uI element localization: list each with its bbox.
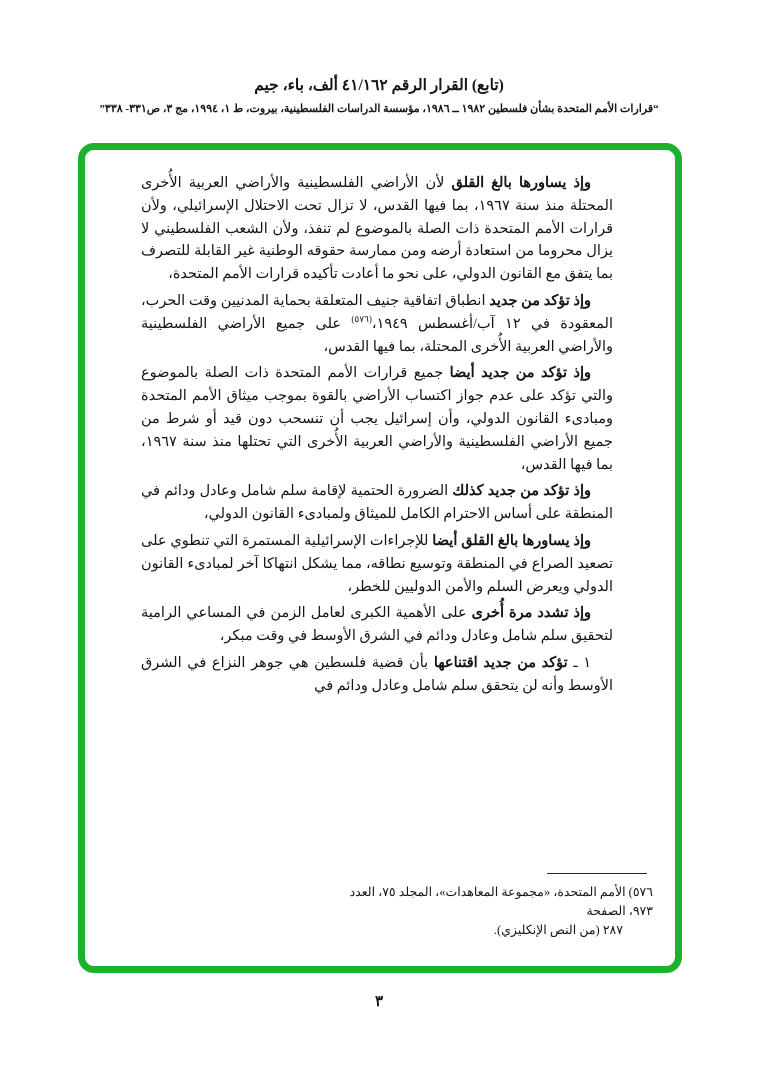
source-citation: “قرارات الأمم المتحدة بشأن فلسطين ١٩٨٢ ــ ١٩٨٦، مؤسسة الدراسات الفلسطينية، بيروت، ط ١، ١٩٩٤، مج ٣، ص٣٣١- ٣٣٨”: [99, 103, 659, 115]
text-segment: انطباق اتفاقية جنيف المتعلقة بحماية المدنيين وقت الحرب، المعقودة في ١٢ آب/أغسطس ١٩٤٩،: [141, 292, 613, 332]
paragraph: [141, 362, 613, 476]
text-segment: لأن الأراضي الفلسطينية والأراضي العربية الأُخرى المحتلة منذ سنة ١٩٦٧، بما فيها القدس، لا تزال تحت الاحتلال الإسرائيلي، ولأن قرارات الأمم المتحدة ذات الصلة بالموضوع لم تنفذ، ولأن الشعب الفلسطيني لا يزال محروما من استعادة أرضه ومن ممارسة حقوقه الوطنية غير القابلة للتصرف بما يتفق مع القانون الدولي، على نحو ما أعادت تأكيده قرارات الأمم المتحدة،: [141, 175, 613, 283]
text-segment: وإذ تؤكد من جديد: [489, 292, 591, 309]
text-segment: على جميع الأراضي الفلسطينية والأراضي العربية الأُخرى المحتلة، بما فيها القدس،: [141, 315, 613, 355]
footnote-separator: [547, 873, 647, 874]
text-segment: بأن قضية فلسطين هي جوهر النزاع في الشرق الأوسط وأنه لن يتحقق سلم شامل وعادل ودائم في: [141, 654, 613, 694]
highlight-border-box: [78, 143, 682, 973]
page-number: ٣: [374, 994, 384, 1010]
text-segment: وإذ يساورها بالغ القلق أيضا: [432, 532, 592, 549]
text-segment: وإذ تشدد مرة أُخرى: [471, 605, 591, 622]
resolution-text: [141, 172, 613, 698]
footnote-line: ٥٧٦) الأمم المتحدة، «مجموعة المعاهدات»، المجلد ٧٥، العدد ٩٧٣، الصفحة: [349, 885, 653, 918]
page-title: (تابع) القرار الرقم ٤١/١٦٢ ألف، باء، جيم: [254, 77, 504, 94]
text-segment: على الأهمية الكبرى لعامل الزمن في المساعي الرامية لتحقيق سلم شامل وعادل ودائم في الشرق الأوسط في وقت مبكر،: [141, 605, 613, 645]
paragraph: [141, 290, 613, 358]
text-segment: للإجراءات الإسرائيلية المستمرة التي تنطوي على تصعيد الصراع في المنطقة وتوسيع نطاقه، مما يشكل انتهاكا آخر لمبادىء القانون الدولي ويعرض السلم والأمن الدوليين للخطر،: [141, 532, 613, 595]
paragraph: [141, 602, 613, 648]
text-segment: وإذ تؤكد من جديد كذلك: [452, 483, 591, 500]
paragraph: [141, 172, 613, 286]
text-segment: تؤكد من جديد اقتناعها: [433, 654, 568, 671]
page-header: [0, 76, 758, 115]
paragraph: [141, 652, 613, 698]
text-segment: ١ ـ: [567, 654, 592, 671]
footnote-area: [323, 873, 653, 940]
text-segment: وإذ يساورها بالغ القلق: [451, 175, 591, 191]
footnote-line: ٢٨٧ (من النص الإنكليزي).: [493, 923, 623, 937]
paragraph: [141, 530, 613, 598]
text-segment: وإذ تؤكد من جديد أيضا: [449, 365, 591, 382]
text-segment: الضرورة الحتمية لإقامة سلم شامل وعادل ودائم في المنطقة على أساس الاحترام الكامل للميثاق ولمبادىء القانون الدولي،: [141, 483, 613, 523]
footnote-reference: (٥٧٦): [351, 313, 372, 324]
paragraph: [141, 480, 613, 526]
text-segment: جميع قرارات الأمم المتحدة ذات الصلة بالموضوع والتي تؤكد على عدم جواز اكتساب الأراضي بالقوة بموجب ميثاق الأمم المتحدة ومبادىء القانون الدولي، وأن إسرائيل يجب أن تنسحب دون قيد أو شرط من جميع الأراضي الفلسطينية والأراضي العربية الأُخرى التي تحتلها منذ سنة ١٩٦٧، بما فيها القدس،: [141, 365, 613, 473]
